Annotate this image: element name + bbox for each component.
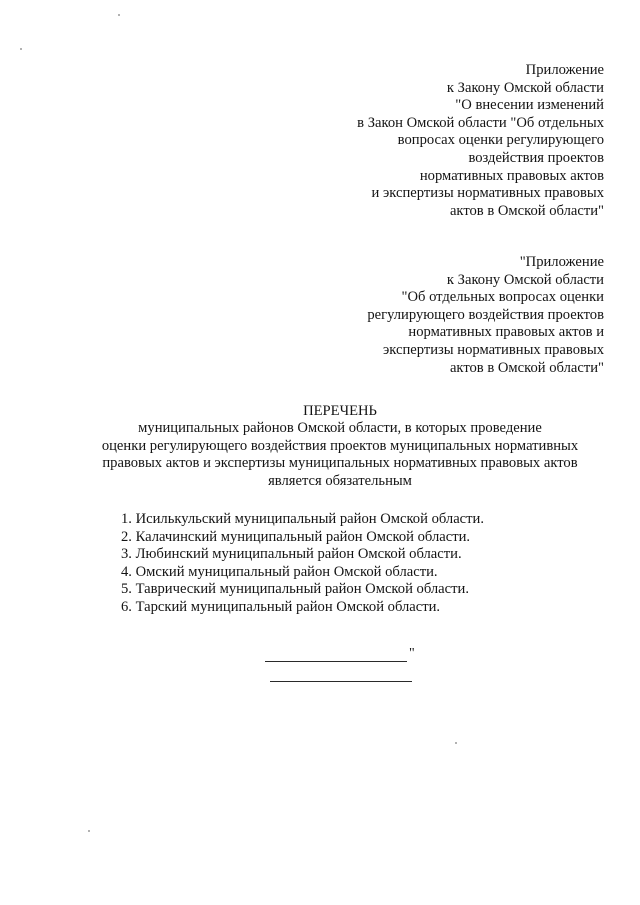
heading-line: оценки регулирующего воздействия проектов муниципальных нормативных <box>101 437 579 454</box>
quoted-appendix-line: "Приложение <box>519 254 604 270</box>
appendix-line: воздействия проектов <box>468 149 604 166</box>
appendix-line: и экспертизы нормативных правовых <box>371 185 604 202</box>
closing-quote: " <box>409 646 415 661</box>
list-item: 3. Любинский муниципальный район Омской области. <box>121 546 462 563</box>
scan-speck <box>455 742 457 744</box>
districts-list <box>121 511 484 617</box>
closing-rule <box>270 681 412 682</box>
list-heading <box>40 403 640 490</box>
heading-title: ПЕРЕЧЕНЬ <box>303 403 377 419</box>
list-item: 6. Тарский муниципальный район Омской области. <box>121 598 441 615</box>
scan-speck <box>118 14 120 16</box>
quoted-appendix-header <box>367 254 604 377</box>
list-item: 1. Исилькульский муниципальный район Омской области. <box>121 511 484 527</box>
appendix-line: "О внесении изменений <box>455 97 604 114</box>
list-item: 5. Таврический муниципальный район Омской области. <box>121 581 469 598</box>
quoted-appendix-line: экспертизы нормативных правовых <box>383 341 604 358</box>
appendix-line: Приложение <box>525 62 604 78</box>
appendix-line: актов в Омской области" <box>449 202 604 219</box>
list-item: 2. Калачинский муниципальный район Омской области. <box>121 528 471 545</box>
scan-speck <box>88 830 90 832</box>
quoted-appendix-line: нормативных правовых актов и <box>408 324 604 341</box>
quoted-appendix-line: регулирующего воздействия проектов <box>367 306 604 323</box>
appendix-line: к Закону Омской области <box>446 79 604 96</box>
list-item: 4. Омский муниципальный район Омской области. <box>121 563 438 580</box>
appendix-line: нормативных правовых актов <box>419 167 604 184</box>
appendix-line: в Закон Омской области "Об отдельных <box>357 114 604 131</box>
quoted-appendix-line: "Об отдельных вопросах оценки <box>401 289 604 306</box>
heading-line: является обязательным <box>268 472 412 489</box>
quoted-appendix-line: к Закону Омской области <box>446 271 604 288</box>
quoted-appendix-line: актов в Омской области" <box>449 359 604 376</box>
closing-rule <box>265 661 407 662</box>
appendix-header <box>357 62 604 220</box>
scan-speck <box>20 48 22 50</box>
heading-line: муниципальных районов Омской области, в которых проведение <box>138 420 542 437</box>
heading-line: правовых актов и экспертизы муниципальных нормативных правовых актов <box>102 455 578 472</box>
appendix-line: вопросах оценки регулирующего <box>397 132 604 149</box>
